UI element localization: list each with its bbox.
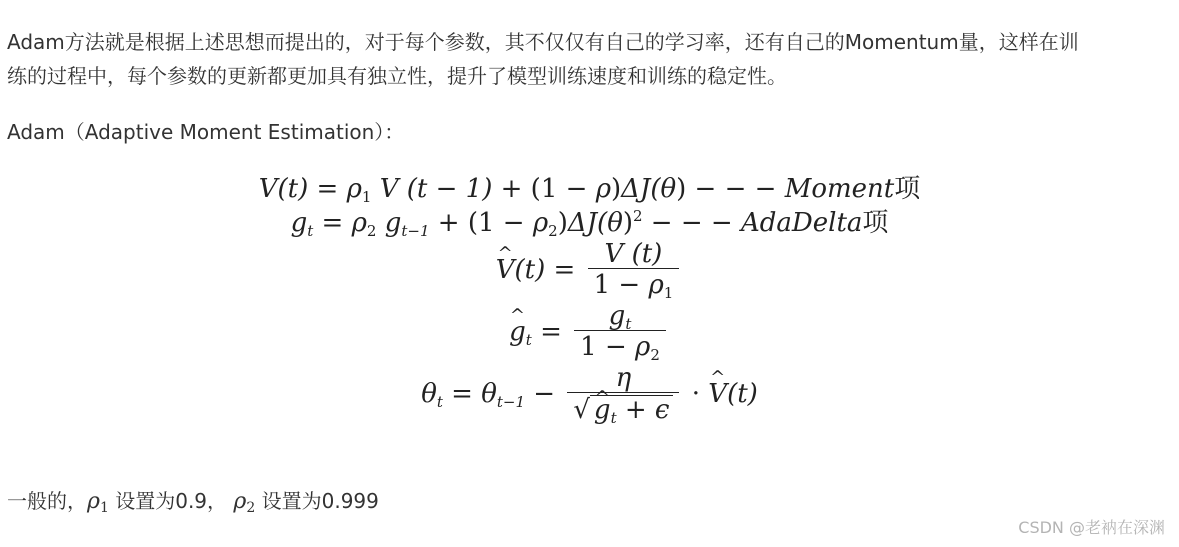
intro-line-1: Adam方法就是根据上述思想而提出的，对于每个参数，其不仅仅有自己的学习率，还有自己的Momentum量，这样在训 (7, 30, 1079, 54)
equation-g-hat: ^ $g_t$ = $\frac{g_t}{1 - \rho_2}$ (0, 302, 1179, 364)
intro-paragraph (7, 25, 1172, 93)
rho2-symbol: $\rho_2$ (233, 489, 256, 516)
equation-adadelta: $g_t = \rho_2$ $g_{t-1} + (1 - \rho_2)\Delta J(\theta)^2$ − − − AdaDelta项 (290, 207, 889, 240)
intro-line-2: 练的过程中，每个参数的更新都更加具有独立性，提升了模型训练速度和训练的稳定性。 (7, 64, 787, 88)
equation-moment: $V(t) = \rho_1$ V (t − 1) + (1 − ρ)ΔJ(θ) − − − Moment项 (258, 174, 921, 206)
equation-theta-update: $\theta_t = \theta_{t-1}$ − η √ ^ $g_t + \epsilon$ · ^ V(t) (0, 364, 1179, 426)
csdn-watermark: CSDN @老衲在深渊 (1018, 518, 1165, 537)
equation-block (0, 172, 1179, 426)
rho1-symbol: $\rho_1$ (87, 489, 109, 516)
adam-heading: Adam（Adaptive Moment Estimation）： (7, 120, 405, 144)
default-values-line: 一般的，$\rho_1$ 设置为0.9， $\rho_2$ 设置为0.999 (7, 489, 379, 516)
equation-v-hat: ^ V(t) = $\frac{V (t)}{1 - \rho_1}$ (0, 240, 1179, 302)
